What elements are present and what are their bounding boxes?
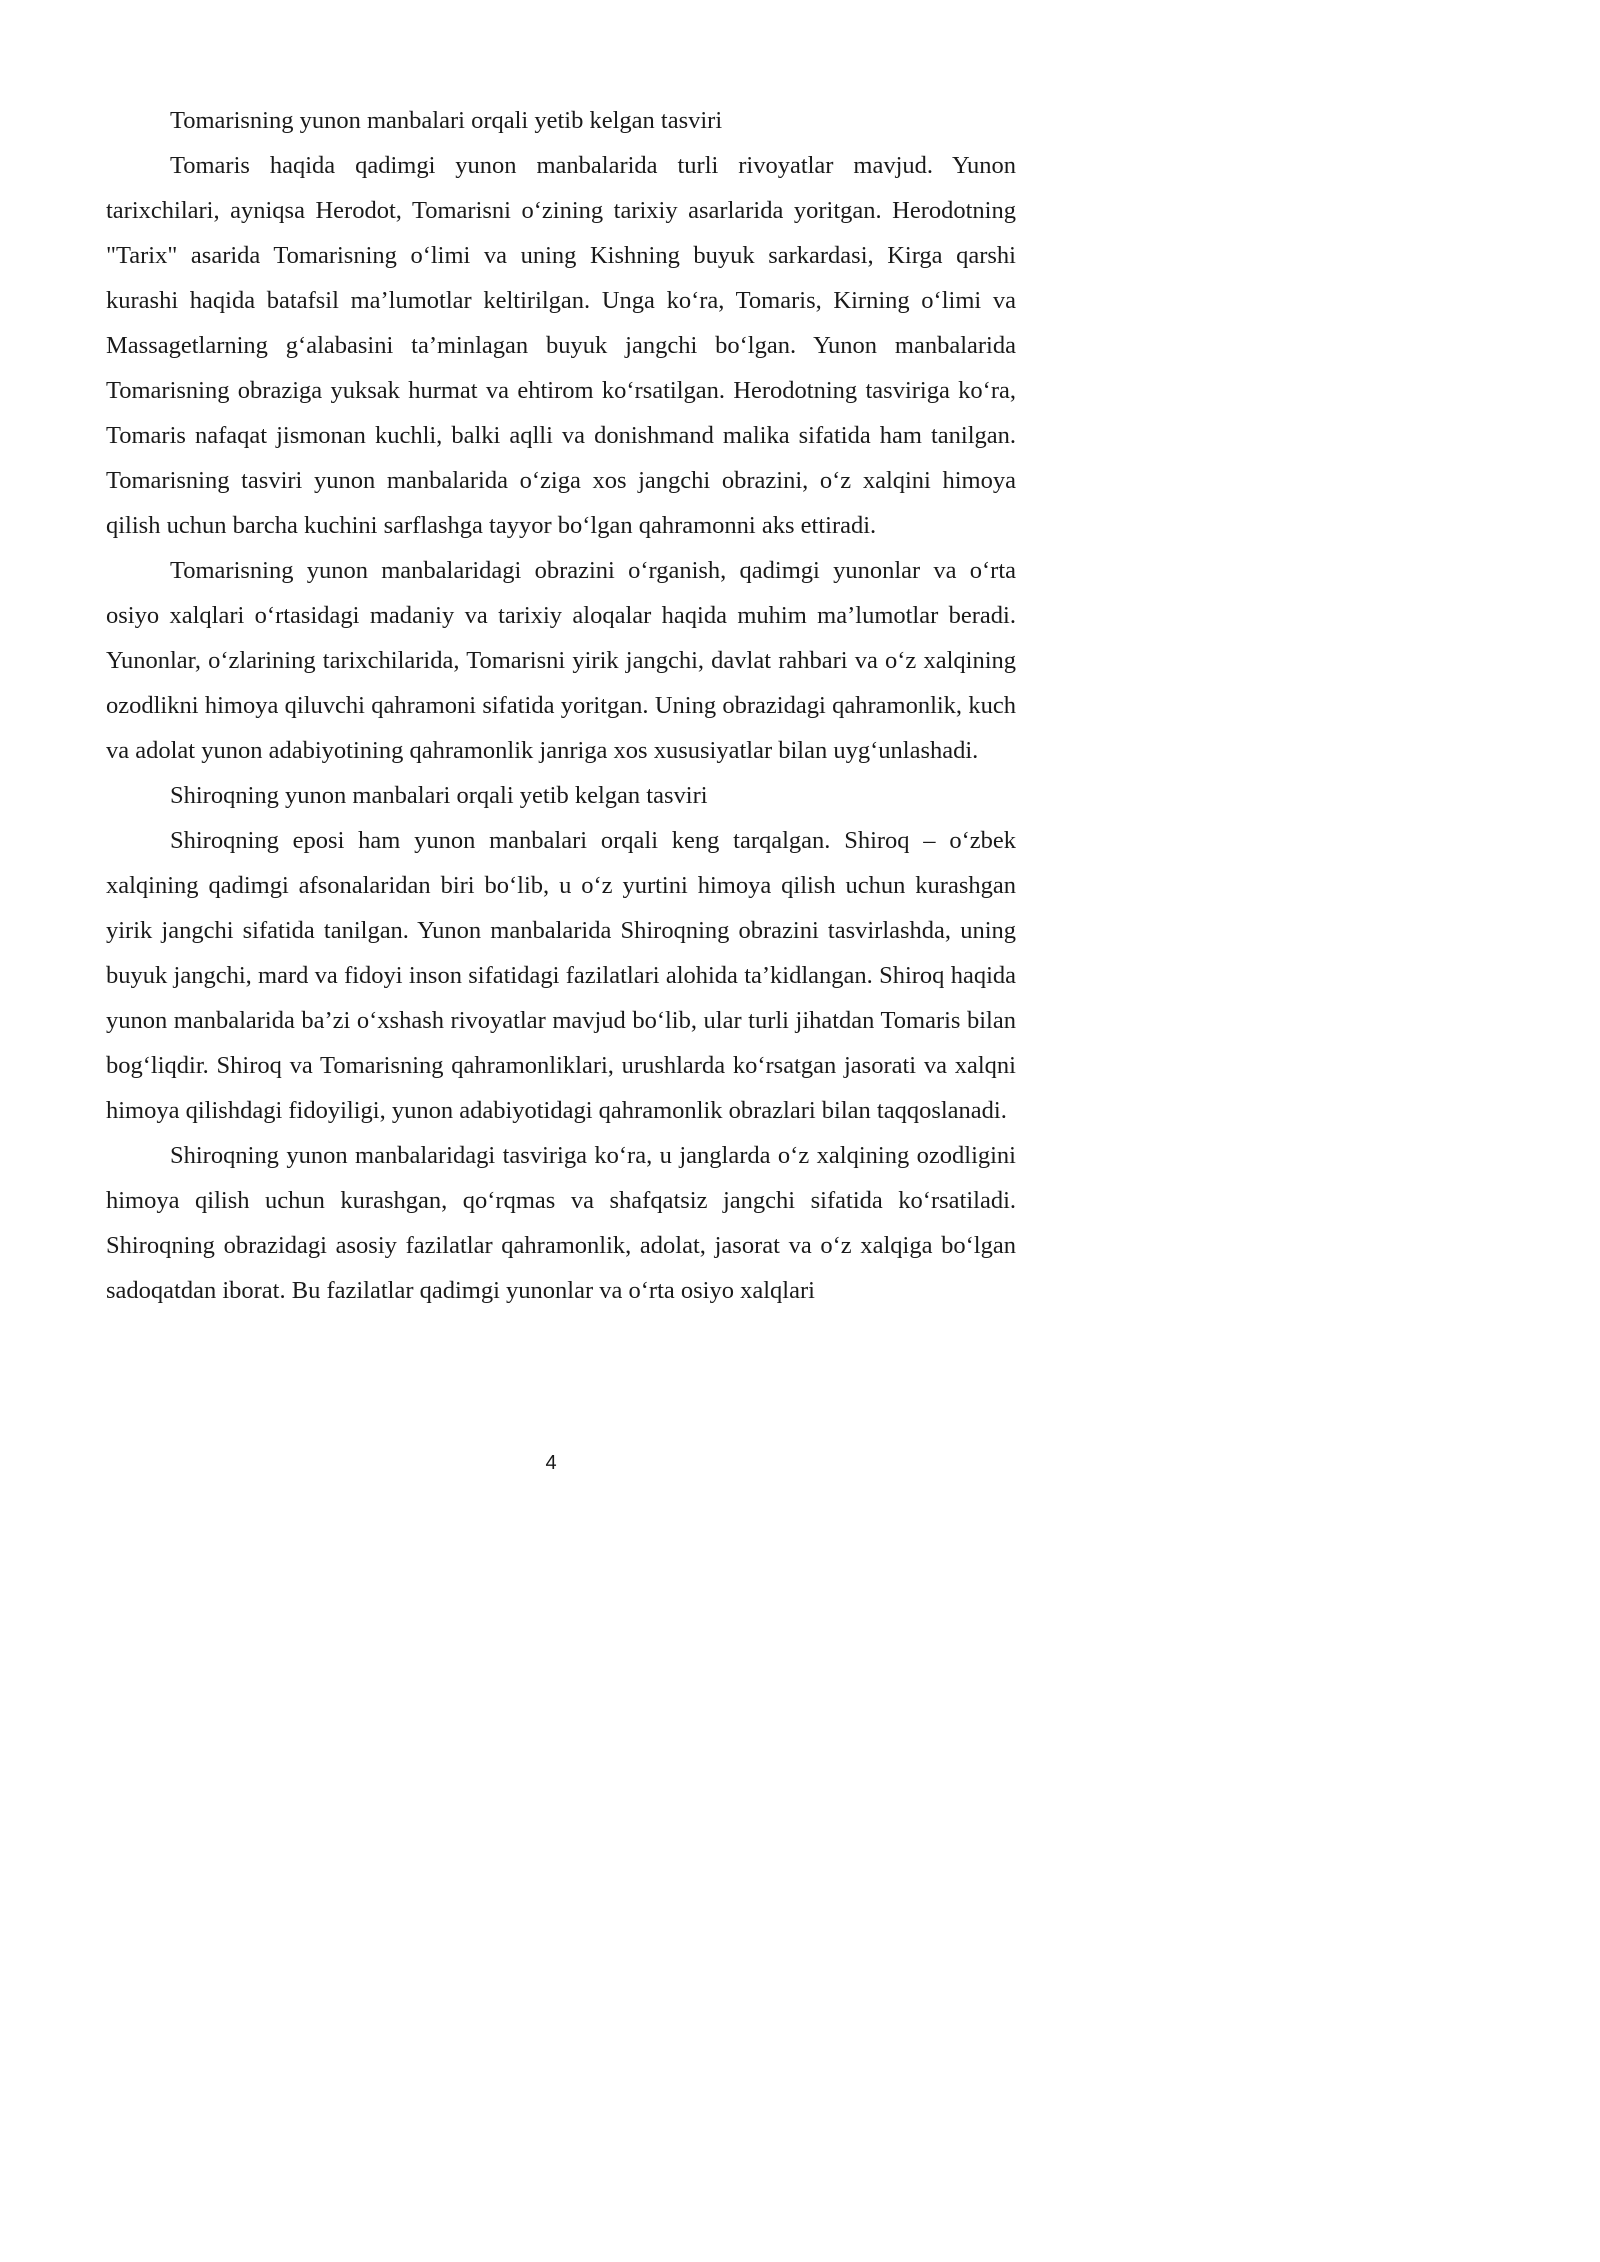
section-heading-tomaris: Tomarisning yunon manbalari orqali yetib kelgan tasviri xyxy=(170,107,723,134)
paragraph-shiroq-1: Shiroqning eposi ham yunon manbalari orqali keng tarqalgan. Shiroq – oʻzbek xalqining qadimgi afsonalaridan biri boʻlib, u oʻz yurtini himoya qilish uchun kurashgan yirik jangchi sifatida tanilgan. Yunon manbalarida Shiroqning obrazini tasvirlashda, uning buyuk jangchi, mard va fidoyi inson sifatidagi fazilatlari alohida taʼkidlangan. Shiroq haqida yunon manbalarida baʼzi oʻxshash rivoyatlar mavjud boʻlib, ular turli jihatdan Tomaris bilan bogʻliqdir. Shiroq va Tomarisning qahramonliklari, urushlarda koʻrsatgan jasorati va xalqni himoya qilishdagi fidoyiligi, yunon adabiyotidagi qahramonlik obrazlari bilan taqqoslanadi. xyxy=(106,827,1016,1124)
paragraph-tomaris-2: Tomarisning yunon manbalaridagi obrazini oʻrganish, qadimgi yunonlar va oʻrta osiyo xalqlari oʻrtasidagi madaniy va tarixiy aloqalar haqida muhim maʼlumotlar beradi. Yunonlar, oʻzlarining tarixchilarida, Tomarisni yirik jangchi, davlat rahbari va oʻz xalqining ozodlikni himoya qiluvchi qahramoni sifatida yoritgan. Uning obrazidagi qahramonlik, kuch va adolat yunon adabiyotining qahramonlik janriga xos xususiyatlar bilan uygʻunlashadi. xyxy=(106,557,1016,764)
paragraph-shiroq-2: Shiroqning yunon manbalaridagi tasviriga koʻra, u janglarda oʻz xalqining ozodligini himoya qilish uchun kurashgan, qoʻrqmas va shafqatsiz jangchi sifatida koʻrsatiladi. Shiroqning obrazidagi asosiy fazilatlar qahramonlik, adolat, jasorat va oʻz xalqiga boʻlgan sadoqatdan iborat. Bu fazilatlar qadimgi yunonlar va oʻrta osiyo xalqlari xyxy=(106,1142,1016,1304)
document-page xyxy=(106,98,1016,1313)
page-number: 4 xyxy=(545,1452,557,1474)
section-heading-shiroq: Shiroqning yunon manbalari orqali yetib kelgan tasviri xyxy=(170,782,708,809)
paragraph-tomaris-1: Tomaris haqida qadimgi yunon manbalarida turli rivoyatlar mavjud. Yunon tarixchilari, ayniqsa Herodot, Tomarisni oʻzining tarixiy asarlarida yoritgan. Herodotning "Tarix" asarida Tomarisning oʻlimi va uning Kishning buyuk sarkardasi, Kirga qarshi kurashi haqida batafsil maʼlumotlar keltirilgan. Unga koʻra, Tomaris, Kirning oʻlimi va Massagetlarning gʻalabasini taʼminlagan buyuk jangchi boʻlgan. Yunon manbalarida Tomarisning obraziga yuksak hurmat va ehtirom koʻrsatilgan. Herodotning tasviriga koʻra, Tomaris nafaqat jismonan kuchli, balki aqlli va donishmand malika sifatida ham tanilgan. Tomarisning tasviri yunon manbalarida oʻziga xos jangchi obrazini, oʻz xalqini himoya qilish uchun barcha kuchini sarflashga tayyor boʻlgan qahramonni aks ettiradi. xyxy=(106,152,1016,539)
